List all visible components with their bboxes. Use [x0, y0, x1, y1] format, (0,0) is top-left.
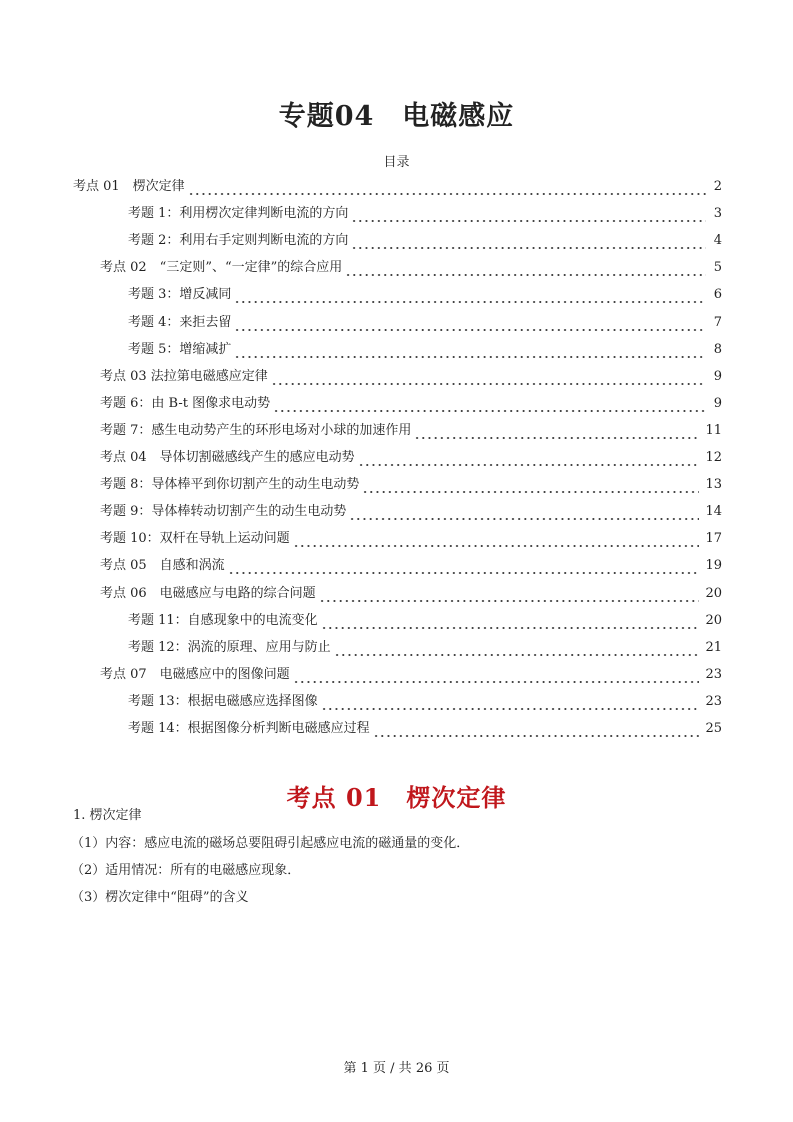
toc-page-number: 3	[713, 206, 722, 222]
body-line-heading: 1. 楞次定律	[73, 808, 142, 823]
toc-dot-leader	[373, 719, 700, 739]
toc-page-number: 23	[705, 693, 722, 709]
page-footer: 第 1 页 / 共 26 页	[343, 1061, 450, 1076]
body-line: （3）楞次定律中“阻碍”的含义	[71, 890, 249, 905]
toc-entry-label: 考点 02 “三定则”、“一定律”的综合应用	[100, 260, 343, 276]
toc-page-number: 23	[705, 666, 722, 682]
toc-entry-label: 考题 13：根据电磁感应选择图像	[128, 693, 318, 709]
toc-entry[interactable]	[128, 204, 722, 224]
toc-dot-leader	[271, 367, 706, 387]
toc-page-number: 19	[705, 558, 722, 574]
toc-dot-leader	[293, 665, 700, 685]
toc-entry[interactable]	[100, 367, 722, 387]
toc-entry[interactable]	[100, 258, 722, 278]
toc-page-number: 9	[713, 368, 722, 384]
toc-entry-label: 考题 11：自感现象中的电流变化	[128, 612, 318, 628]
toc-entry[interactable]	[100, 421, 722, 441]
body-line: （2）适用情况：所有的电磁感应现象．	[71, 863, 301, 878]
toc-entry-label: 考题 14：根据图像分析判断电磁感应过程	[128, 721, 370, 736]
toc-page-number: 25	[705, 721, 722, 736]
toc-entry-label: 考题 8：导体棒平到你切割产生的动生电动势	[100, 477, 360, 493]
toc-entry-label: 考题 1：利用楞次定律判断电流的方向	[128, 206, 349, 222]
toc-dot-leader	[349, 502, 699, 522]
toc-page-number: 14	[705, 504, 722, 520]
toc-page-number: 13	[705, 477, 722, 493]
toc-entry[interactable]	[128, 719, 722, 739]
toc-page-number: 20	[705, 585, 722, 601]
toc-entry-label: 考点 03 法拉第电磁感应定律	[100, 368, 268, 384]
toc-entry[interactable]	[100, 394, 722, 414]
toc-entry[interactable]	[100, 584, 722, 604]
toc-entry-label: 考题 9：导体棒转动切割产生的动生电动势	[100, 504, 347, 520]
toc-entry[interactable]	[128, 285, 722, 305]
toc-entry-label: 考点 05 自感和涡流	[100, 558, 225, 574]
toc-entry[interactable]	[100, 665, 722, 685]
toc-entry[interactable]	[128, 313, 722, 333]
toc-entry[interactable]	[128, 340, 722, 360]
toc-dot-leader	[293, 529, 700, 549]
toc-entry[interactable]	[100, 556, 722, 576]
toc-entry-label: 考点 01 楞次定律	[73, 179, 185, 194]
toc-page-number: 12	[705, 450, 722, 465]
toc-dot-leader	[321, 611, 700, 631]
toc-dot-leader	[321, 692, 700, 712]
toc-page-number: 8	[713, 341, 722, 357]
toc-dot-leader	[319, 584, 700, 604]
toc-entry[interactable]	[73, 177, 722, 197]
toc-entry-label: 考点 04 导体切割磁感线产生的感应电动势	[100, 450, 355, 465]
toc-dot-leader	[345, 258, 706, 278]
toc-entry-label: 考题 2：利用右手定则判断电流的方向	[128, 233, 349, 249]
toc-entry[interactable]	[100, 529, 722, 549]
document-title: 专题04 电磁感应	[278, 101, 515, 132]
toc-page-number: 17	[705, 531, 722, 547]
toc-entry[interactable]	[128, 611, 722, 631]
toc-dot-leader	[362, 475, 699, 495]
toc-entry-label: 考题 4：来拒去留	[128, 314, 232, 330]
toc-entry-label: 考题 7：感生电动势产生的环形电场对小球的加速作用	[100, 422, 412, 438]
toc-entry-label: 考点 06 电磁感应与电路的综合问题	[100, 585, 316, 601]
toc-entry[interactable]	[100, 502, 722, 522]
toc-entry[interactable]	[128, 692, 722, 712]
toc-dot-leader	[228, 556, 700, 576]
toc-heading: 目录	[383, 155, 410, 170]
toc-dot-leader	[234, 313, 706, 333]
toc-page-number: 5	[713, 260, 722, 276]
toc-entry-label: 考题 5：增缩减扩	[128, 341, 232, 357]
toc-page-number: 7	[713, 314, 722, 330]
toc-entry-label: 考题 6：由 B-t 图像求电动势	[100, 395, 271, 411]
toc-entry[interactable]	[128, 231, 722, 251]
toc-entry-label: 考点 07 电磁感应中的图像问题	[100, 666, 290, 682]
toc-page-number: 6	[713, 287, 722, 303]
toc-dot-leader	[234, 285, 706, 305]
toc-dot-leader	[234, 340, 706, 360]
toc-page-number: 11	[705, 422, 722, 438]
toc-page-number: 9	[713, 395, 722, 411]
section-heading: 考点 01 楞次定律	[286, 783, 507, 812]
toc-page-number: 20	[705, 612, 722, 628]
toc-dot-leader	[334, 638, 700, 658]
toc-entry-label: 考题 12：涡流的原理、应用与防止	[128, 639, 331, 655]
toc-dot-leader	[351, 231, 706, 251]
toc-dot-leader	[358, 448, 700, 468]
body-line: （1）内容：感应电流的磁场总要阻碍引起感应电流的磁通量的变化．	[71, 836, 470, 851]
toc-entry[interactable]	[128, 638, 722, 658]
toc-entry-label: 考题 10：双杆在导轨上运动问题	[100, 531, 290, 547]
toc-dot-leader	[188, 177, 706, 197]
toc-page-number: 21	[705, 639, 722, 655]
toc-page-number: 4	[713, 233, 722, 249]
toc-entry[interactable]	[100, 448, 722, 468]
toc-dot-leader	[351, 204, 706, 224]
toc-dot-leader	[273, 394, 706, 414]
toc-entry-label: 考题 3：增反减同	[128, 287, 232, 303]
toc-entry[interactable]	[100, 475, 722, 495]
toc-dot-leader	[414, 421, 699, 441]
toc-page-number: 2	[713, 179, 722, 194]
